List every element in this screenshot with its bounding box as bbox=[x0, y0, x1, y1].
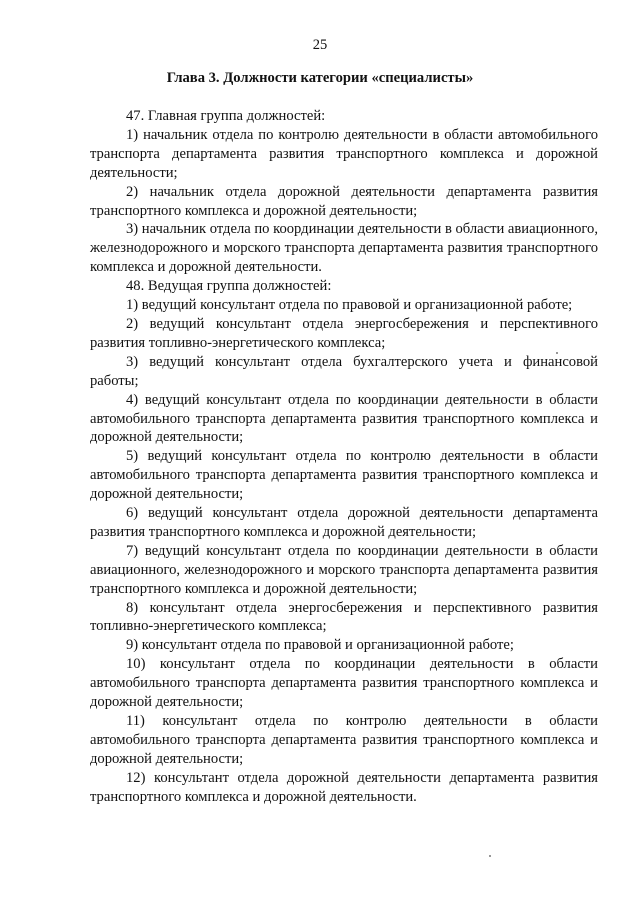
list-item-48-1: 1) ведущий консультант отдела по правовой и организационной работе; bbox=[126, 297, 573, 314]
list-item-48-2: 2) ведущий консультант отдела энергосбережения и перспективного развития топливно-энергетического комплекса; bbox=[90, 315, 598, 351]
document-body bbox=[90, 107, 598, 807]
list-item-48-8: 8) консультант отдела энергосбережения и перспективного развития топливно-энергетического комплекса; bbox=[90, 599, 598, 635]
scan-speck bbox=[556, 352, 558, 354]
list-item-48-7: 7) ведущий консультант отдела по координации деятельности в области авиационного, железнодорожного и морского транспорта департамента развития транспортного комплекса и дорожной деятельности; bbox=[90, 542, 598, 597]
list-item-48-12: 12) консультант отдела дорожной деятельности департамента развития транспортного комплекса и дорожной деятельности. bbox=[90, 769, 598, 805]
list-item-48-10: 10) консультант отдела по координации деятельности в области автомобильного транспорта департамента развития транспортного комплекса и дорожной деятельности; bbox=[90, 656, 598, 711]
scan-speck bbox=[489, 855, 491, 857]
list-item-48-9: 9) консультант отдела по правовой и организационной работе; bbox=[126, 637, 514, 654]
list-item-47-3: 3) начальник отдела по координации деятельности в области авиационного, железнодорожного и морского транспорта департамента развития транспортного комплекса и дорожной деятельности. bbox=[90, 221, 598, 276]
list-item-48-4: 4) ведущий консультант отдела по координации деятельности в области автомобильного транспорта департамента развития транспортного комплекса и дорожной деятельности; bbox=[90, 391, 598, 446]
page-number: 25 bbox=[312, 37, 328, 53]
list-item-48-6: 6) ведущий консультант отдела дорожной деятельности департамента развития транспортного комплекса и дорожной деятельности; bbox=[90, 505, 598, 540]
list-item-47-1: 1) начальник отдела по контролю деятельности в области автомобильного транспорта департамента развития транспортного комплекса и дорожной деятельности; bbox=[90, 126, 598, 181]
chapter-heading: Глава 3. Должности категории «специалисты» bbox=[166, 70, 474, 86]
list-item-47-2: 2) начальник отдела дорожной деятельности департамента развития транспортного комплекса и дорожной деятельности; bbox=[90, 183, 598, 219]
paragraph-48-heading: 48. Ведущая группа должностей: bbox=[126, 278, 332, 295]
list-item-48-3: 3) ведущий консультант отдела бухгалтерского учета и финансовой работы; bbox=[90, 353, 598, 389]
list-item-48-5: 5) ведущий консультант отдела по контролю деятельности в области автомобильного транспорта департамента развития транспортного комплекса и дорожной деятельности; bbox=[90, 448, 598, 503]
paragraph-47-heading: 47. Главная группа должностей: bbox=[126, 108, 326, 124]
list-item-48-11: 11) консультант отдела по контролю деятельности в области автомобильного транспорта департамента развития транспортного комплекса и дорожной деятельности; bbox=[90, 713, 598, 767]
